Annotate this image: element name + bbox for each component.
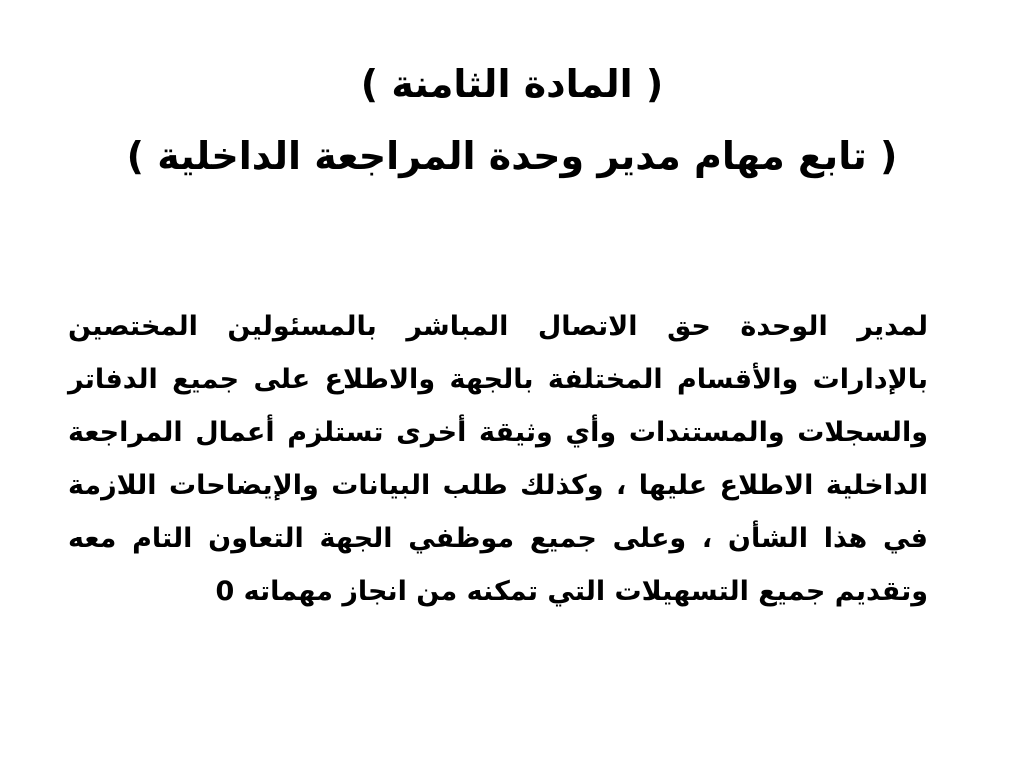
title-line-article: ( المادة الثامنة ) (360, 62, 664, 106)
body-paragraph: لمدير الوحدة حق الاتصال المباشر بالمسئولين المختصين بالإدارات والأقسام المختلفة بالجهة والاطلاع على جميع الدفاتر والسجلات والمستندات وأي وثيقة أخرى تستلزم أعمال المراجعة الداخلية الاطلاع عليها ، وكذلك طلب البيانات والإيضاحات اللازمة في هذا الشأن ، وعلى جميع موظفي الجهة التعاون التام معه وتقديم جميع التسهيلات التي تمكنه من انجاز مهماته 0 (68, 311, 928, 607)
title-line-subject: ( تابع مهام مدير وحدة المراجعة الداخلية ) (126, 134, 898, 178)
slide-title (60, 48, 964, 192)
